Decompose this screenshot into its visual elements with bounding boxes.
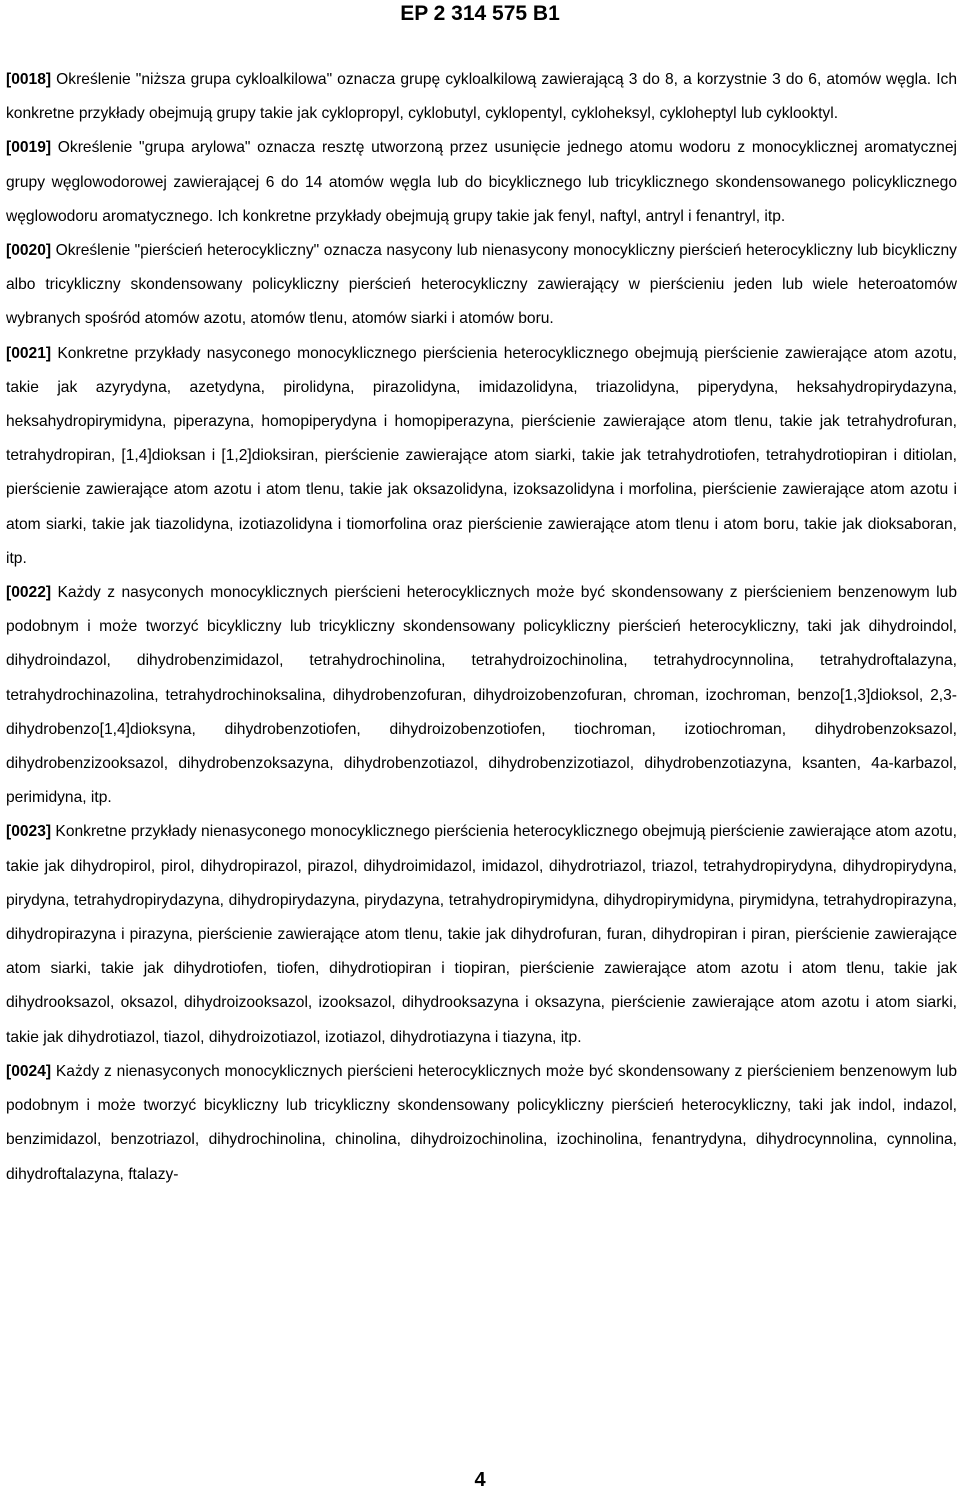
paragraph-text: Konkretne przykłady nasyconego monocyklicznego pierścienia heterocyklicznego obejmują pierścienie zawierające atom azotu, takie jak azyrydyna, azetydyna, pirolidyna, pirazolidyna, imidazolidyna, triazolidyna, piperydyna, heksahydropirydazyna, heksahydropirymidyna, piperazyna, homopiperydyna i homopiperazyna, pierścienie zawierające atom tlenu, takie jak tetrahydrofuran, tetrahydropiran, [1,4]dioksan i [1,2]dioksiran, pierścienie zawierające atom siarki, takie jak tetrahydrotiofen, tetrahydrotiopiran i ditiolan, pierścienie zawierające atom azotu i atom tlenu, takie jak oksazolidyna, izoksazolidyna i morfolina, pierścienie zawierające atom azotu i atom siarki, takie jak tiazolidyna, izotiazolidyna i tiomorfolina oraz pierścienie zawierające atom tlenu i atom boru, takie jak dioksaboran, itp. [6, 344, 957, 567]
paragraph-0019 [6, 131, 957, 234]
paragraph-0020 [6, 234, 957, 337]
paragraph-text: Określenie "pierścień heterocykliczny" oznacza nasycony lub nienasycony monocykliczny pierścień heterocykliczny lub bicykliczny albo tricykliczny skondensowany policykliczny pierścień heterocykliczny zawierający w pierścieniu jeden lub wiele heteroatomów wybranych spośród atomów azotu, atomów tlenu, atomów siarki i atomów boru. [6, 242, 957, 328]
paragraph-text: Każdy z nasyconych monocyklicznych pierścieni heterocyklicznych może być skondensowany z pierścieniem benzenowym lub podobnym i może tworzyć bicykliczny lub tricykliczny skondensowany policykliczny pierścień heterocykliczny, taki jak dihydroindol, dihydroindazol, dihydrobenzimidazol, tetrahydrochinolina, tetrahydroizochinolina, tetrahydrocynnolina, tetrahydroftalazyna, tetrahydrochinazolina, tetrahydrochinoksalina, dihydrobenzofuran, dihydroizobenzofuran, chroman, izochroman, benzo[1,3]dioksol, 2,3-dihydrobenzo[1,4]dioksyna, dihydrobenzotiofen, dihydroizobenzotiofen, tiochroman, izotiochroman, dihydrobenzoksazol, dihydrobenzizooksazol, dihydrobenzoksazyna, dihydrobenzotiazol, dihydrobenzizotiazol, dihydrobenzotiazyna, ksanten, 4a-karbazol, perimidyna, itp. [6, 584, 957, 807]
paragraph-number: [0019] [6, 139, 52, 157]
page-number: 4 [474, 1469, 486, 1491]
paragraph-0018 [6, 63, 957, 131]
paragraph-number: [0023] [6, 823, 52, 841]
document-body [6, 63, 957, 1192]
paragraph-number: [0018] [6, 71, 52, 88]
paragraph-text: Określenie "grupa arylowa" oznacza resztę utworzoną przez usunięcie jednego atomu wodoru z monocyklicznej aromatycznej grupy węglowodorowej zawierającej 6 do 14 atomów węgla lub do bicyklicznego lub tricyklicznego skondensowanego policyklicznego węglowodoru aromatycznego. Ich konkretne przykłady obejmują grupy takie jak fenyl, naftyl, antryl i fenantryl, itp. [6, 139, 957, 225]
paragraph-text: Konkretne przykłady nienasyconego monocyklicznego pierścienia heterocyklicznego obejmują pierścienie zawierające atom azotu, takie jak dihydropirol, pirol, dihydropirazol, pirazol, dihydroimidazol, imidazol, dihydrotriazol, triazol, tetrahydropirydyna, dihydropirydyna, pirydyna, tetrahydropirydazyna, dihydropirydazyna, pirydazyna, tetrahydropirymidyna, dihydropirymidyna, pirymidyna, tetrahydropirazyna, dihydropirazyna i pirazyna, pierścienie zawierające atom tlenu, takie jak dihydrofuran, furan, dihydropiran i piran, pierścienie zawierające atom siarki, takie jak dihydrotiofen, tiofen, dihydrotiopiran i tiopiran, pierścienie zawierające atom azotu i atom tlenu, takie jak dihydrooksazol, oksazol, dihydroizooksazol, izooksazol, dihydrooksazyna i oksazyna, pierścienie zawierające atom azotu i atom siarki, takie jak dihydrotiazol, tiazol, dihydroizotiazol, izotiazol, dihydrotiazyna i tiazyna, itp. [6, 823, 957, 1046]
paragraph-number: [0022] [6, 584, 52, 602]
paragraph-number: [0021] [6, 344, 52, 362]
paragraph-0022 [6, 576, 957, 815]
patent-number-header: EP 2 314 575 B1 [400, 2, 560, 25]
paragraph-number: [0020] [6, 242, 52, 260]
paragraph-number: [0024] [6, 1062, 52, 1080]
paragraph-text: Każdy z nienasyconych monocyklicznych pierścieni heterocyklicznych może być skondensowany z pierścieniem benzenowym lub podobnym i może tworzyć bicykliczny lub tricykliczny skondensowany policykliczny pierścień heterocykliczny, taki jak indol, indazol, benzimidazol, benzotriazol, dihydrochinolina, chinolina, dihydroizochinolina, izochinolina, fenantrydyna, dihydrocynnolina, cynnolina, dihydroftalazyna, ftalazy- [6, 1062, 957, 1183]
paragraph-0021 [6, 337, 957, 576]
paragraph-0023 [6, 815, 957, 1054]
paragraph-0024 [6, 1055, 957, 1192]
paragraph-text: Określenie "niższa grupa cykloalkilowa" oznacza grupę cykloalkilową zawierającą 3 do 8, a korzystnie 3 do 6, atomów węgla. Ich konkretne przykłady obejmują grupy takie jak cyklopropyl, cyklobutyl, cyklopentyl, cykloheksyl, cykloheptyl lub cyklooktyl. [6, 71, 958, 123]
